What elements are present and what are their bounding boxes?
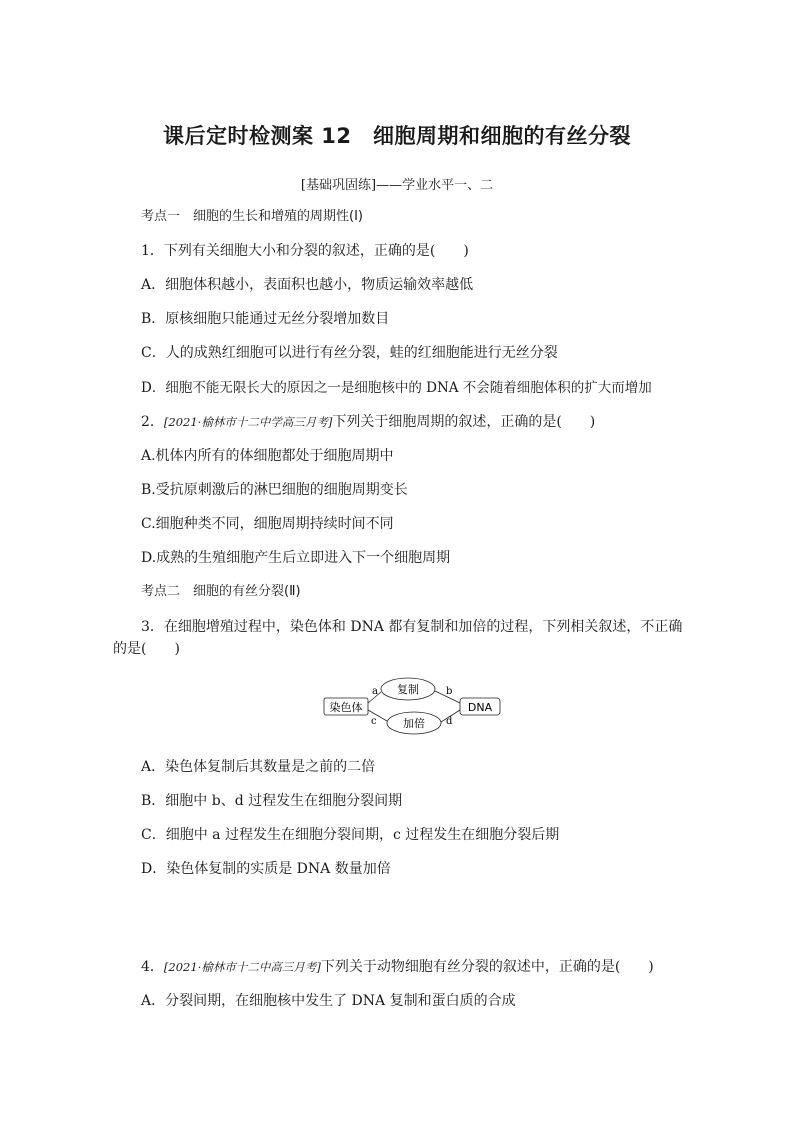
question-2-option-d: D.成熟的生殖细胞产生后立即进入下一个细胞周期 <box>141 550 451 566</box>
chromosome-label: 染色体 <box>329 701 363 714</box>
question-text: 下列关于细胞周期的叙述，正确的是( ) <box>332 414 596 430</box>
doubling-label: 加倍 <box>403 717 425 730</box>
question-2-stem <box>141 413 595 431</box>
section-heading-2: 考点二 细胞的有丝分裂(Ⅱ) <box>141 584 301 599</box>
section-heading-1: 考点一 细胞的生长和增殖的周期性(Ⅰ) <box>141 209 363 224</box>
question-3-option-c: C．细胞中 a 过程发生在细胞分裂间期，c 过程发生在细胞分裂后期 <box>141 827 560 843</box>
question-number: 2． <box>141 414 164 430</box>
question-text: 下列关于动物细胞有丝分裂的叙述中，正确的是( ) <box>320 959 654 975</box>
question-3-stem-line-1: 3．在细胞增殖过程中，染色体和 DNA 都有复制和加倍的过程，下列相关叙述，不正确 <box>141 619 683 635</box>
question-3-option-d: D．染色体复制的实质是 DNA 数量加倍 <box>141 861 391 877</box>
chromosome-dna-diagram <box>320 672 510 738</box>
question-1-option-a: A．细胞体积越小，表面积也越小，物质运输效率越低 <box>141 277 474 293</box>
question-4-stem <box>141 958 654 976</box>
label-c: c <box>371 716 377 727</box>
question-1-option-c: C．人的成熟红细胞可以进行有丝分裂，蛙的红细胞能进行无丝分裂 <box>141 345 558 361</box>
question-3-option-b: B．细胞中 b、d 过程发生在细胞分裂间期 <box>141 793 403 809</box>
question-2-option-a: A.机体内所有的体细胞都处于细胞周期中 <box>141 448 394 464</box>
question-source: [2021·榆林市十二中学高三月考] <box>163 415 333 429</box>
dna-label: DNA <box>467 701 493 714</box>
subtitle: [基础巩固练]——学业水平一、二 <box>300 178 494 193</box>
replication-label: 复制 <box>397 683 419 696</box>
question-3-stem-line-2: 的是( ) <box>113 641 180 657</box>
question-1-option-b: B．原核细胞只能通过无丝分裂增加数目 <box>141 311 390 327</box>
question-source: [2021·榆林市十二中高三月考] <box>163 960 321 974</box>
question-2-option-b: B.受抗原刺激后的淋巴细胞的细胞周期变长 <box>141 482 408 498</box>
label-d: d <box>446 716 453 727</box>
question-4-option-a: A．分裂间期，在细胞核中发生了 DNA 复制和蛋白质的合成 <box>141 993 516 1009</box>
question-number: 4． <box>141 959 164 975</box>
label-b: b <box>446 686 453 697</box>
question-3-option-a: A．染色体复制后其数量是之前的二倍 <box>141 759 376 775</box>
label-a: a <box>372 686 378 697</box>
question-1-stem: 1．下列有关细胞大小和分裂的叙述，正确的是( ) <box>141 243 469 259</box>
question-2-option-c: C.细胞种类不同，细胞周期持续时间不同 <box>141 516 394 532</box>
question-1-option-d: D．细胞不能无限长大的原因之一是细胞核中的 DNA 不会随着细胞体积的扩大而增加 <box>141 380 652 396</box>
page-title: 课后定时检测案 12 细胞周期和细胞的有丝分裂 <box>162 124 632 148</box>
